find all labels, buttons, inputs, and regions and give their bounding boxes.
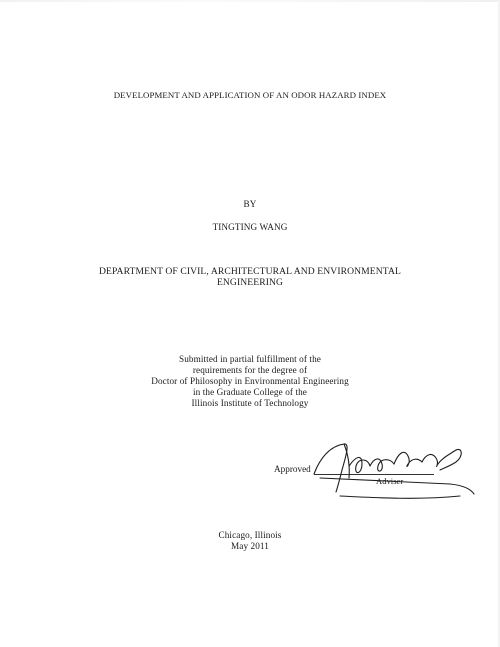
approved-label: Approved (274, 464, 311, 474)
department-line-2: ENGINEERING (216, 277, 284, 288)
submission-line-3: Doctor of Philosophy in Environmental Engineering (151, 376, 349, 386)
department-line-1: DEPARTMENT OF CIVIL, ARCHITECTURAL AND ENVIRONMENTAL (99, 266, 401, 277)
place-line: Chicago, Illinois (218, 530, 282, 540)
author-name: TINGTING WANG (212, 222, 288, 232)
date-line: May 2011 (231, 541, 269, 551)
submission-line-5: Illinois Institute of Technology (191, 398, 309, 408)
scan-edge-top (0, 0, 500, 2)
adviser-signature (300, 436, 480, 508)
submission-line-4: in the Graduate College of the (193, 387, 307, 397)
adviser-label: Adviser (376, 476, 404, 486)
submission-line-2: requirements for the degree of (192, 365, 308, 375)
thesis-title: DEVELOPMENT AND APPLICATION OF AN ODOR HAZARD INDEX (113, 90, 387, 100)
submission-line-1: Submitted in partial fulfillment of the (179, 354, 321, 364)
by-line: BY (243, 199, 257, 209)
